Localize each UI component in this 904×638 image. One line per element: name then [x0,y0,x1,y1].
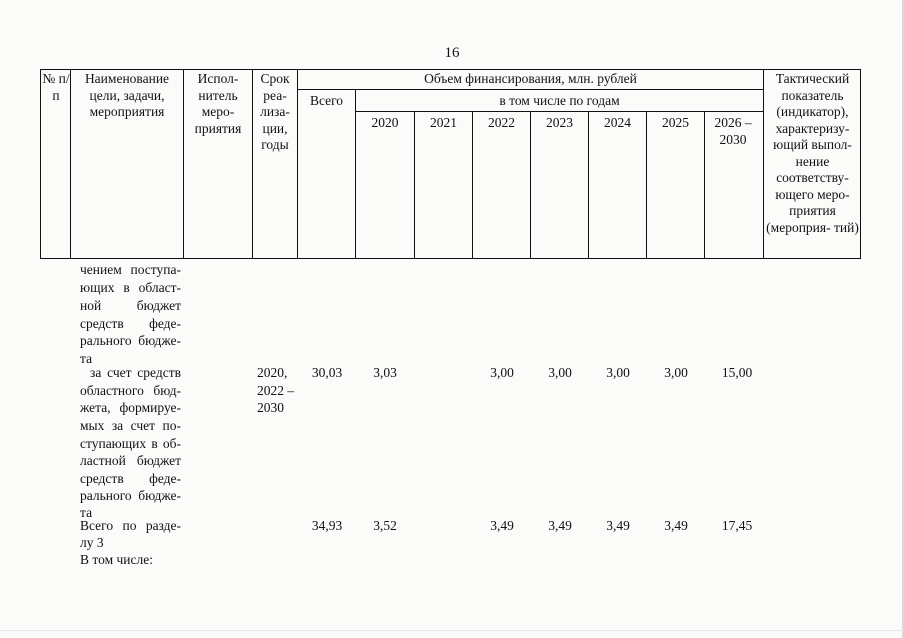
header-year: 2024 [604,115,631,130]
row-term-line: 2030 [257,400,284,415]
row-value-2024: 3,49 [606,518,630,533]
row-name-line: рального бюдже- [80,333,181,348]
row-value-2024: 3,00 [606,365,630,380]
scan-edge [0,630,904,631]
row-name-line: ластной бюджет [80,453,181,468]
row-value-2025: 3,00 [664,365,688,380]
header-year: 2020 [371,115,399,130]
header-col-total: Всего [309,93,344,108]
row-name-line: лу 3 [80,535,104,550]
row-name-line: рального бюдже- [80,488,181,503]
row-name-line: средств феде- [80,316,181,331]
header-year: 2022 [488,115,515,130]
header-col-indicator: Тактический показатель (индикатор), характеризу- ющий выпол- нение соответству- ющего меро- приятия (мероприя- тий) [766,71,859,235]
row-value-2023: 3,49 [548,518,572,533]
row-name-line: областного бюд- [80,383,181,398]
row-name-line: Всего по разде- [80,518,181,533]
header-col-by-years: в том числе по годам [499,93,620,108]
header-year: 2026 – 2030 [714,115,752,147]
row-value-2022: 3,00 [490,365,514,380]
row-value-2022: 3,49 [490,518,514,533]
header-year: 2025 [662,115,689,130]
header-col-number: № п/п [42,71,70,103]
row-name-line: средств феде- [80,471,181,486]
row-value-2026-2030: 15,00 [721,365,753,380]
row-value-2026-2030: 17,45 [721,518,753,533]
page-number: 16 [444,45,460,61]
row-name-line: ющих в област- [80,280,181,295]
header-col-funding: Объем финансирования, млн. рублей [424,71,637,86]
header-year: 2021 [430,115,457,130]
header-col-term: Срок реа- лиза- ции, годы [260,71,290,152]
row-name-line: мых за счет по- [80,418,181,433]
header-year: 2023 [546,115,573,130]
header-col-executor: Испол- нитель меро- приятия [194,71,242,136]
row-total: 34,93 [311,518,343,533]
row-value-2020: 3,03 [373,365,397,380]
row-term-line: 2020, [257,365,288,380]
header-col-name: Наименование цели, задачи, мероприятия [84,71,170,119]
row-name-line: та [80,505,93,520]
row-value-2020: 3,52 [373,518,397,533]
row-name-line: ной бюджет [80,298,181,313]
row-term-line: 2022 – [257,383,295,398]
table-header [40,69,861,259]
row-name-line: за счет средств [90,365,181,380]
row-name-line: та [80,351,93,366]
row-value-2023: 3,00 [548,365,572,380]
row-name-line: чением поступа- [80,262,181,277]
row-total: 30,03 [311,365,343,380]
row-name-line: ступающих в об- [80,436,181,451]
row-value-2025: 3,49 [664,518,688,533]
row-name-line: жета, формируе- [80,400,181,415]
row-name-line: В том числе: [80,552,153,567]
